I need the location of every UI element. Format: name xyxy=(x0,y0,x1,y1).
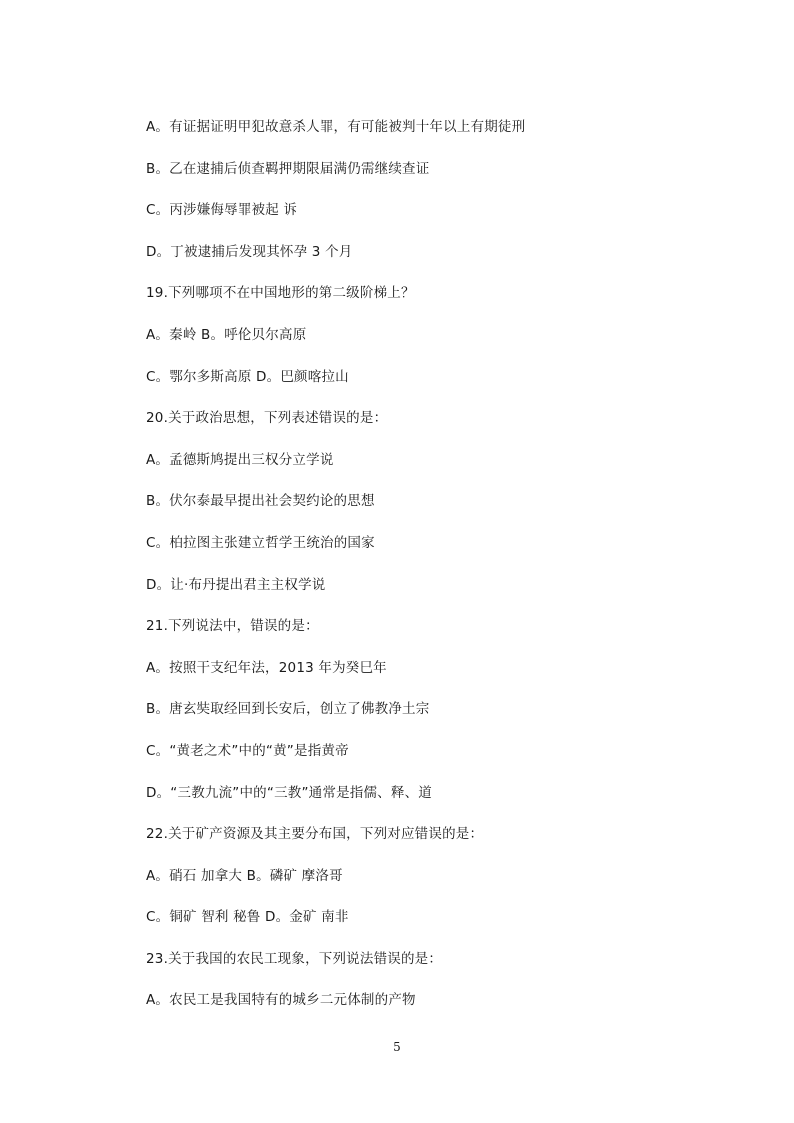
option-line: B。伏尔泰最早提出社会契约论的思想 xyxy=(146,493,375,510)
option-line: C。“黄老之术”中的“黄”是指黄帝 xyxy=(146,742,349,759)
option-line: C。铜矿 智利 秘鲁 D。金矿 南非 xyxy=(146,909,349,926)
question-line: 23.关于我国的农民工现象，下列说法错误的是： xyxy=(146,950,443,967)
page-number: 5 xyxy=(393,1040,401,1054)
option-line: A。硝石 加拿大 B。磷矿 摩洛哥 xyxy=(146,867,343,884)
option-line: C。鄂尔多斯高原 D。巴颜喀拉山 xyxy=(146,368,349,385)
option-line: D。丁被逮捕后发现其怀孕 3 个月 xyxy=(146,243,353,260)
option-line: C。丙涉嫌侮辱罪被起 诉 xyxy=(146,202,298,219)
question-line: 20.关于政治思想，下列表述错误的是： xyxy=(146,410,388,427)
option-line: A。孟德斯鸠提出三权分立学说 xyxy=(146,451,334,468)
option-line: D。“三教九流”中的“三教”通常是指儒、释、道 xyxy=(146,784,432,801)
option-line: A。按照干支纪年法，2013 年为癸巳年 xyxy=(146,659,387,676)
option-line: B。乙在逮捕后侦查羁押期限届满仍需继续查证 xyxy=(146,160,430,177)
option-line: C。柏拉图主张建立哲学王统治的国家 xyxy=(146,534,375,551)
question-line: 19.下列哪项不在中国地形的第二级阶梯上？ xyxy=(146,285,415,302)
option-line: D。让·布丹提出君主主权学说 xyxy=(146,576,326,593)
option-line: A。有证据证明甲犯故意杀人罪，有可能被判十年以上有期徒刑 xyxy=(146,119,526,135)
option-line: B。唐玄奘取经回到长安后，创立了佛教净土宗 xyxy=(146,701,430,718)
option-line: A。农民工是我国特有的城乡二元体制的产物 xyxy=(146,992,416,1009)
question-text-block xyxy=(146,117,746,1032)
question-line: 21.下列说法中，错误的是： xyxy=(146,618,319,635)
option-line: A。秦岭 B。呼伦贝尔高原 xyxy=(146,326,307,343)
question-line: 22.关于矿产资源及其主要分布国，下列对应错误的是： xyxy=(146,826,484,843)
